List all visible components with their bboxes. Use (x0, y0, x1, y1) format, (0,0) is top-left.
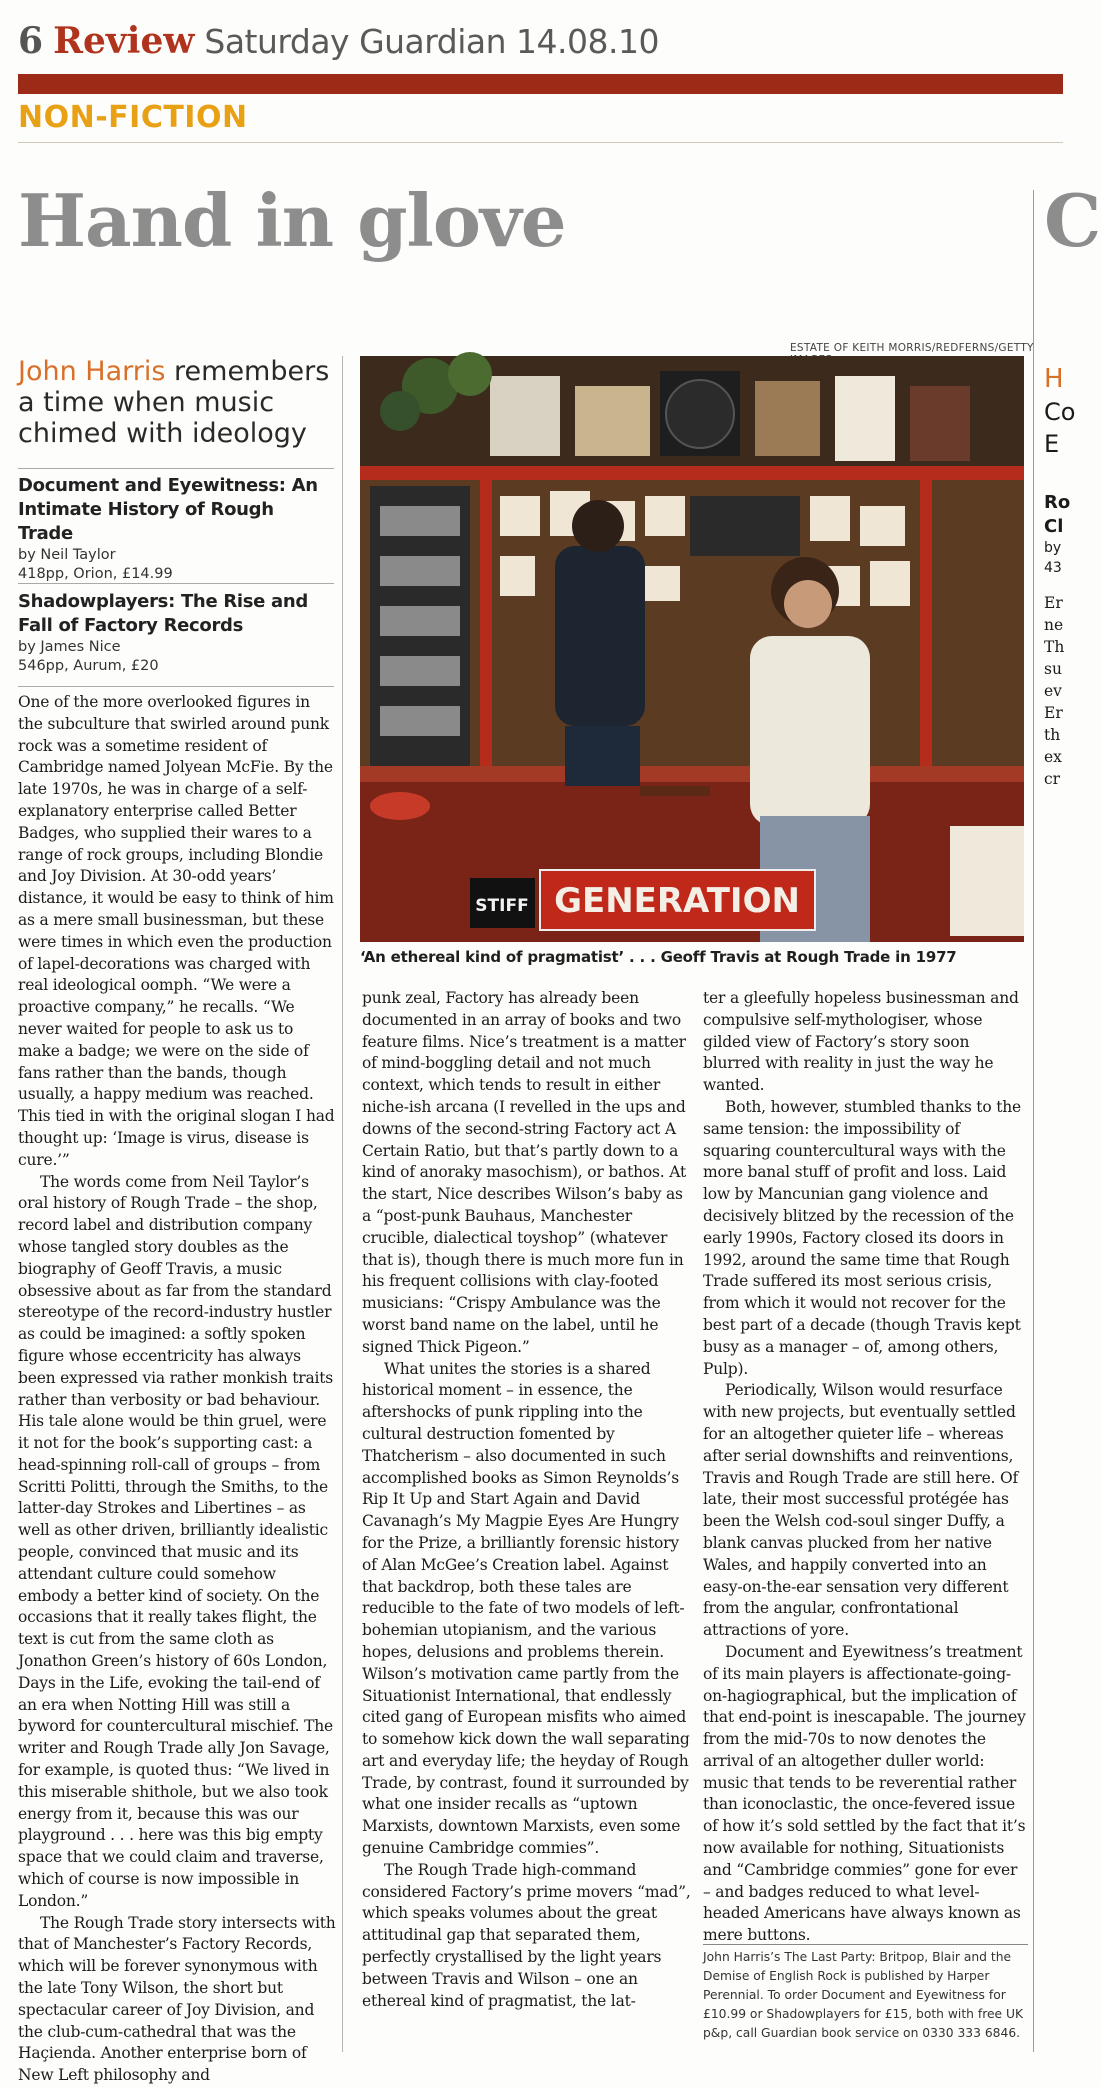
divider (18, 468, 334, 469)
paragraph: What unites the stories is a shared historical moment – in essence, the aftershocks of punk rippling into the cultural destruction fomented by Thatcherism – also documented in such accomplished books as Simon Reynolds’s Rip It Up and Start Again and David Cavanagh’s My Magpie Eyes Are Hungry for the Prize, a brilliantly forensic history of Alan McGee’s Creation label. Against that backdrop, both these tales are reducible to the fate of two models of left-bohemian utopianism, and the various hopes, delusions and problems therein. Wilson’s motivation came partly from the Situationist International, that endlessly cited gang of European misfits who aimed to somehow kick down the wall separating art and everyday life; the heyday of Rough Trade, by contrast, found it surrounded by what one insider recalls as “uptown Marxists, downtown Marxists, even some genuine Cambridge commies”. (362, 1359, 690, 1858)
peek-fragment: ev (1044, 682, 1062, 700)
book-author: by Neil Taylor (18, 547, 116, 563)
peek-fragment: ex (1044, 748, 1062, 766)
photo-credit: ESTATE OF KEITH MORRIS/REDFERNS/GETTY (790, 342, 1034, 354)
peek-fragment: by (1044, 540, 1062, 556)
generation-sign: GENERATION (554, 881, 800, 921)
standfirst (18, 356, 334, 449)
divider (18, 583, 334, 584)
column-divider (1033, 190, 1034, 2052)
paragraph: Document and Eyewitness’s treatment of its main players is affectionate-going-on-hagiographical, but the implication of that end-point is inescapable. The journey from the mid-70s to now denotes the arrival of an altogether duller world: music that tends to be reverential rather than iconoclastic, the once-fevered issue of how it’s sold settled by the fact that it’s now available for nothing, Situationists and “Cambridge commies” gone for ever – and badges reduced to what level-headed Americans have always known as mere buttons. (703, 1642, 1026, 1945)
book-title: Document and Eyewitness: An Intimate History of Rough Trade (18, 475, 318, 544)
peek-fragment: Co (1044, 398, 1076, 426)
peek-fragment: H (1044, 364, 1064, 394)
peek-fragment: th (1044, 726, 1061, 744)
paragraph: The Rough Trade story intersects with that of Manchester’s Factory Records, which will be forever synonymous with the late Tony Wilson, the short but spectacular career of Joy Division, and the club-cum-cathedral that was the Haçienda. Another enterprise born of New Left philosophy and (18, 1913, 336, 2085)
page-number: 6 (18, 20, 44, 62)
divider (703, 1944, 1028, 1945)
book-info (18, 474, 334, 584)
paragraph: The Rough Trade high-command considered Factory’s prime movers “mad”, which speaks volumes about the great attitudinal gap that separated them, perfectly crystallised by the light years between Travis and Wilson – one an ethereal kind of pragmatist, the lat- (362, 1860, 691, 2010)
peek-fragment: Er (1044, 594, 1063, 612)
peek-fragment: ne (1044, 616, 1064, 634)
peek-fragment: E (1044, 430, 1060, 458)
book-title: Shadowplayers: The Rise and Fall of Factory Records (18, 591, 308, 636)
peek-fragment: 43 (1044, 560, 1062, 576)
paragraph: punk zeal, Factory has already been documented in an array of books and two feature films. Nice’s treatment is a matter of mind-boggling detail and not much context, which tends to result in either niche-ish arcana (I revelled in the ups and downs of the second-string Factory act A Certain Ratio, but that’s partly down to a kind of anoraky masochism), or bathos. At the start, Nice describes Wilson’s baby as a “post-punk Bauhaus, Manchester crucible, dialectical toyshop” (whatever that is), though there is much more fun in his frequent collisions with clay-footed musicians: “Crispy Ambulance was the worst band name on the label, until he signed Thick Pigeon.” (362, 989, 686, 1356)
section-name: Review (53, 20, 195, 62)
paragraph: The words come from Neil Taylor’s oral history of Rough Trade – the shop, record label and distribution company whose tangled story doubles as the biography of Geoff Travis, a music obsessive about as far from the standard stereotype of the record-industry hustler as could be imagined: a softly spoken figure whose eccentricity has always been expressed via rather monkish traits rather than verbosity or bad behaviour. His tale alone would be thin gruel, were it not for the book’s supporting cast: a head-spinning roll-call of groups – from Scritti Politti, through the Smiths, to the latter-day Strokes and Libertines – as well as other driven, brilliantly idealistic people, convinced that music and its attendant culture could somehow embody a better kind of society. On the occasions that it really takes flight, the text is cut from the same cloth as Jonathon Green’s history of 60s London, Days in the Life, evoking the tail-end of an era when Notting Hill was still a byword for countercultural mischief. The writer and Rough Trade ally Jon Savage, for example, is quoted thus: “We lived in this miserable shithole, but we also took energy from it, because this was our playground . . . here was this big empty space that we could claim and traverse, which of course is now impossible in London.” (18, 1172, 334, 1910)
photo-caption: ‘An ethereal kind of pragmatist’ . . . Geoff Travis at Rough Trade in 1977 (360, 948, 957, 966)
paragraph: Periodically, Wilson would resurface with new projects, but eventually settled for an altogether quieter life – whereas after serial downshifts and reinventions, Travis and Rough Trade are still here. Of late, their most successful protégée has been the Welsh cod-soul singer Duffy, a blank canvas plucked from her native Wales, and happily converted into an easy-on-the-ear sensation very different from the angular, confrontational attractions of yore. (703, 1381, 1019, 1640)
stiff-sign: STIFF (475, 896, 529, 916)
peek-fragment: Er (1044, 704, 1063, 722)
paragraph: Both, however, stumbled thanks to the same tension: the impossibility of squaring countercultural ways with the more banal stuff of profit and loss. Laid low by Mancunian gang violence and decisively blitzed by the recession of the early 1990s, Factory closed its doors in 1992, around the same time that Rough Trade suffered its most serious crisis, from which it would not recover for the best part of a decade (though Travis kept busy as a manager – of, among others, Pulp). (703, 1097, 1021, 1378)
peek-fragment: cr (1044, 770, 1061, 788)
author-credit-note: John Harris’s The Last Party: Britpop, Blair and the Demise of English Rock is published by Harper Perennial. To order Document and Eyewitness for £10.99 or Shadowplayers for £15, both with free UK p&p, call Guardian book service on 0330 333 6846. (703, 1950, 1024, 2040)
next-article-headline-fragment: C (1044, 178, 1101, 263)
divider (18, 686, 334, 687)
section-rule (18, 74, 1063, 94)
section-kicker: NON-FICTION (18, 100, 248, 135)
article-column-2 (362, 988, 692, 2012)
book-details: 418pp, Orion, £14.99 (18, 566, 173, 582)
peek-fragment: Cl (1044, 516, 1064, 537)
article-headline: Hand in glove (18, 178, 566, 263)
publication-date: Saturday Guardian 14.08.10 (204, 22, 659, 61)
book-info (18, 590, 334, 676)
standfirst-text: remembers a time when music chimed with ideology (18, 356, 330, 449)
peek-fragment: Ro (1044, 492, 1071, 513)
kicker-rule (18, 142, 1063, 143)
masthead (18, 20, 659, 64)
peek-fragment: su (1044, 660, 1062, 678)
author-name: John Harris (18, 356, 166, 387)
article-column-1 (18, 692, 336, 2087)
paragraph: ter a gleefully hopeless businessman and compulsive self-mythologiser, whose gilded view of Factory’s story soon blurred with reality in just the way he wanted. (703, 989, 1019, 1095)
article-photo (360, 356, 1024, 942)
paragraph: One of the more overlooked figures in the subculture that swirled around punk rock was a sometime resident of Cambridge named Jolyean McFie. By the late 1970s, he was in charge of a self-explanatory enterprise called Better Badges, who supplied their wares to a range of rock groups, including Blondie and Joy Division. At 30-odd years’ distance, it would be easy to think of him as a mere small businessman, but these were times in which even the production of lapel-decorations was charged with real ideological oomph. “We were a proactive company,” he recalls. “We never waited for people to ask us to make a badge; we were on the side of fans rather than the bands, though usually, a happy medium was reached. This tied in with the original slogan I had thought up: ‘Image is virus, disease is cure.’” (18, 693, 335, 1169)
book-details: 546pp, Aurum, £20 (18, 658, 159, 674)
article-column-3 (703, 988, 1028, 1947)
column-divider (342, 356, 343, 2052)
book-author: by James Nice (18, 639, 121, 655)
peek-fragment: Th (1044, 638, 1065, 656)
